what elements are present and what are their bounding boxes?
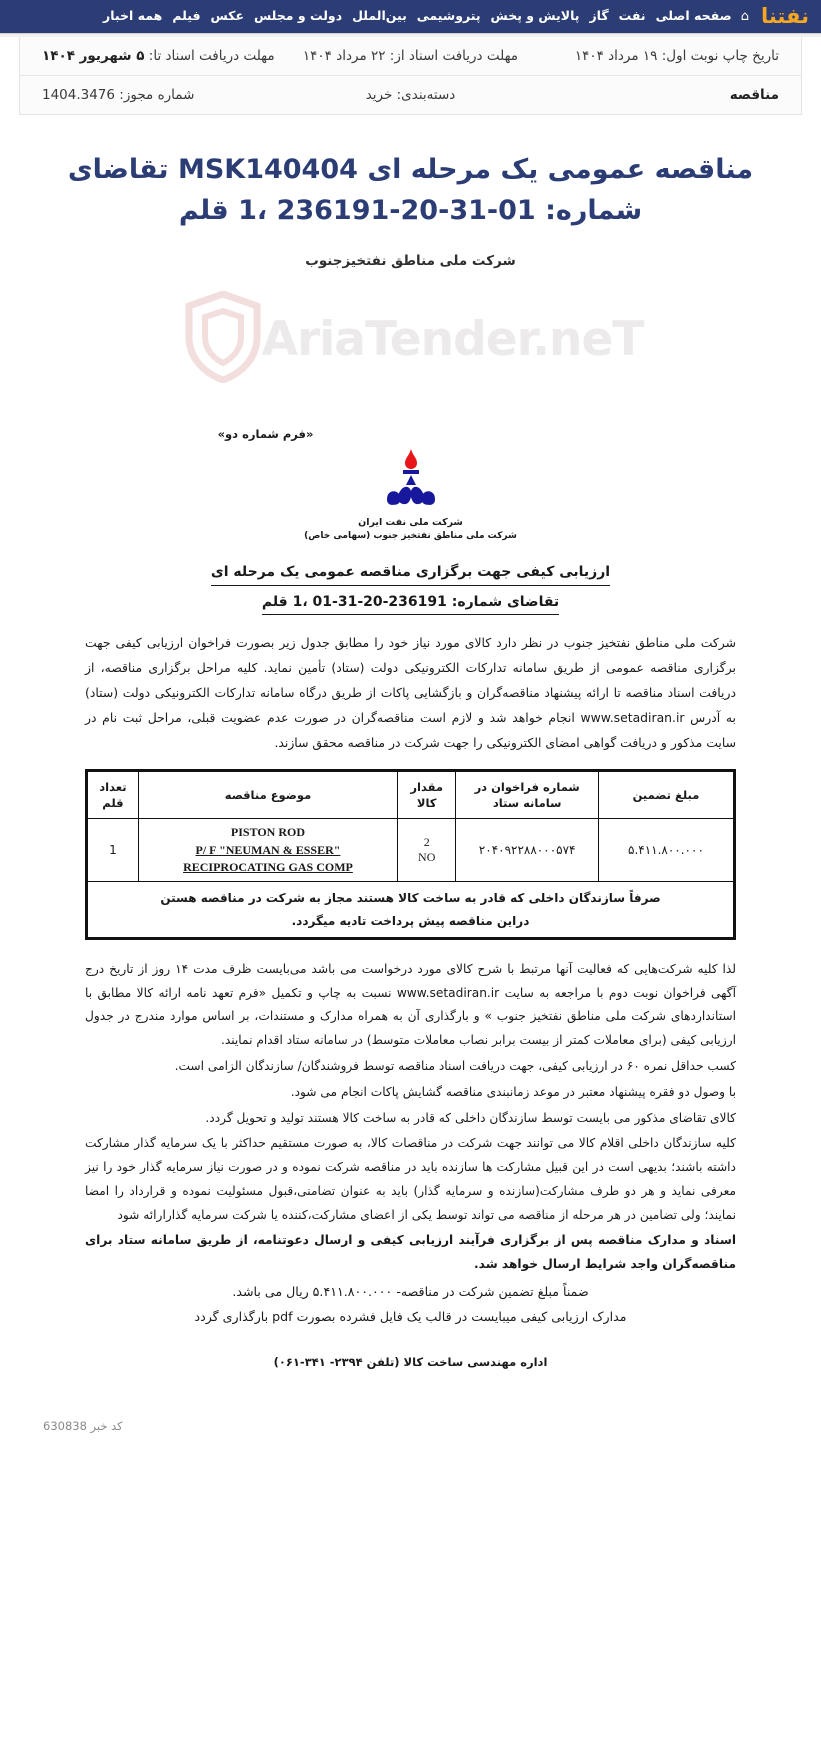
form-number-label: «فرم شماره دو»	[217, 427, 314, 442]
subject-line-2: P/ F "NEUMAN & ESSER"	[195, 842, 341, 857]
docs-deadline-value: ۵ شهریور ۱۴۰۴	[41, 48, 145, 64]
table-header-quantity: مقدار کالا	[398, 771, 456, 819]
table-header-guarantee: مبلغ تضمین	[598, 771, 734, 819]
site-logo[interactable]: نفتنا	[760, 4, 809, 28]
nav-item-refining-distribution[interactable]: پالایش و پخش	[490, 8, 580, 24]
nav-item-oil[interactable]: نفت	[618, 8, 646, 24]
shield-icon	[184, 291, 262, 387]
scanned-tender-document	[45, 399, 776, 1399]
nav-item-government-parliament[interactable]: دولت و مجلس	[254, 8, 343, 24]
news-code: کد خبر 630838	[43, 1419, 123, 1434]
tender-meta-panel	[19, 37, 802, 115]
subject-line-1: PISTON ROD	[230, 825, 306, 840]
table-header-subject: موضوع مناقصه	[138, 771, 397, 819]
document-intro-paragraph: شرکت ملی مناطق نفتخیز جنوب در نظر دارد کالای مورد نیاز خود را مطابق جدول زیر بصورت فراخوان ارزیابی کیفی جهت برگزاری مناقصه عمومی از طریق سامانه تدارکات الکترونیکی دولت (ستاد) تأمین نماید. کلیه مراحل برگزاری مناقصه، از دریافت اسناد مناقصه تا ارائه پیشنهاد مناقصه‌گران و بازگشایی پاکات از طریق درگاه سامانه تدارکات الکترونیکی دولت (ستاد) به آدرس www.setadiran.ir انجام خواهد شد و لازم است مناقصه‌گران در صورت عدم عضویت قبلی، مراحل ثبت نام در سایت مذکور و دریافت گواهی امضای الکترونیکی را جهت شرکت در مناقصه محقق سازند.	[85, 635, 736, 750]
cell-item-count: 1	[87, 819, 139, 882]
tender-details-table	[85, 769, 736, 940]
nav-item-international[interactable]: بین‌الملل	[352, 8, 407, 24]
document-closing-upload: مدارک ارزیابی کیفی میبایست در قالب یک فایل فشرده بصورت pdf بارگذاری گردد	[194, 1309, 627, 1325]
document-paragraph-2: کسب حداقل نمره ۶۰ در ارزیابی کیفی، جهت دریافت اسناد مناقصه توسط فروشندگان/ سازندگان الزامی است.	[174, 1058, 736, 1073]
watermark-text: AriaTender.neT	[261, 311, 644, 367]
nav-item-photo[interactable]: عکس	[210, 8, 244, 24]
table-note-line-2: دراین مناقصه پیش پرداخت تادیه میگردد.	[291, 913, 530, 928]
document-paragraph-4: کالای تقاضای مذکور می بایست توسط سازندگان داخلی که قادر به ساخت کالا هستند تولید و تحویل گردد.	[205, 1110, 736, 1125]
table-note-row	[87, 882, 735, 938]
org-name-subsidiary: شرکت ملی مناطق نفتخیز جنوب (سهامی خاص)	[304, 531, 517, 542]
docs-available-from: مهلت دریافت اسناد از: ۲۲ مرداد ۱۴۰۴	[302, 48, 519, 64]
cell-quantity-unit: NO	[418, 850, 436, 865]
article-body	[19, 115, 802, 1409]
main-navigation-bar	[0, 0, 821, 33]
document-paragraph-5: کلیه سازندگان داخلی اقلام کالا می توانند جهت شرکت در مناقصات کالا، به صورت مستقیم حداکثر با یک سرمایه گذار مشارکت داشته باشند؛ بدیهی است در این قبیل مشارکت ها سازنده باید در مناقصه شرکت نموده و در صورت نیاز سرمایه گذار خود را نیز معرفی نماید و هر دو طرف مشارکت(سازنده و سرمایه گذار) باید به عنوان تضامنی،قبول مسئولیت نموده و قرارداد را امضا نمایند؛ ولی تضامین در هر مرحله از مناقصه می تواند توسط یکی از اعضای مشارکت،کننده یا شرکت سرمایه گذارارائه شود	[85, 1136, 736, 1222]
nav-item-gas[interactable]: گاز	[589, 8, 609, 24]
org-name-national: شرکت ملی نفت ایران	[358, 517, 463, 529]
permit-number: شماره مجوز: 1404.3476	[41, 87, 195, 103]
table-header-call-number: شماره فراخوان در سامانه ستاد	[456, 771, 599, 819]
docs-deadline	[42, 48, 288, 64]
cell-call-number: ۲۰۴۰۹۲۲۸۸۰۰۰۵۷۴	[456, 819, 599, 882]
nioc-logo-block	[85, 447, 736, 541]
home-icon[interactable]: ⌂	[740, 9, 749, 24]
nav-item-all-news[interactable]: همه اخبار	[103, 8, 163, 24]
nav-item-home[interactable]: صفحه اصلی	[655, 8, 732, 24]
table-header-row	[87, 771, 735, 819]
document-paragraph-1: لذا کلیه شرکت‌هایی که فعالیت آنها مرتبط با شرح کالای مورد درخواست می باشد می‌بایست ظرف مدت ۱۴ روز از تاریخ درج آگهی فراخوان نوبت دوم با مراجعه به سایت www.setadiran.ir نسبت به چاپ و تکمیل «فرم تعهد نامه ارائه کالا مطابق با استانداردهای شرکت ملی مناطق نفتخیز جنوب » و بارگذاری آن به همراه مدارک و مستندات، بر اساس موارد مندرج در جدول ارزیابی کیفی (برای معاملات کمتر از بیست برابر نصاب معاملات متوسط) در سامانه ستاد اقدام نمایند.	[85, 961, 736, 1048]
table-note-line-1: صرفاً سازندگان داخلی که قادر به ساخت کالا هستند مجاز به شرکت در مناقصه هستن	[160, 891, 661, 906]
document-closing-guarantee: ضمناً مبلغ تضمین شرکت در مناقصه- ۵.۴۱۱.۸۰۰.۰۰۰ ریال می باشد.	[232, 1284, 589, 1300]
cell-guarantee-amount: ۵.۴۱۱.۸۰۰.۰۰۰	[598, 819, 734, 882]
organization-subtitle: شرکت ملی مناطق نفتخیزجنوب	[305, 253, 516, 270]
nav-item-petrochemical[interactable]: پتروشیمی	[416, 8, 481, 24]
cell-quantity	[398, 819, 456, 882]
nioc-flame-logo-icon	[379, 447, 443, 513]
meta-row-dates	[20, 37, 801, 75]
docs-deadline-label: مهلت دریافت اسناد تا:	[144, 48, 275, 64]
cell-tender-subject	[138, 819, 397, 882]
table-header-item-count: تعداد قلم	[87, 771, 139, 819]
cell-quantity-value: 2	[423, 834, 430, 849]
document-heading-request-number: تقاضای شماره: 236191-20-31-01 ،1 قلم	[262, 593, 559, 616]
subject-line-3: RECIPROCATING GAS COMP	[183, 860, 353, 875]
nav-item-video[interactable]: فیلم	[172, 8, 201, 24]
meta-row-classification	[20, 75, 801, 114]
document-paragraph-3: با وصول دو فقره پیشنهاد معتبر در موعد زمانبندی مناقصه گشایش پاکات انجام می شود.	[290, 1084, 736, 1099]
print-date: تاریخ چاپ نوبت اول: ۱۹ مرداد ۱۴۰۴	[574, 48, 779, 64]
document-heading-primary: ارزیابی کیفی جهت برگزاری مناقصه عمومی یک مرحله ای	[211, 563, 610, 586]
tender-type-badge: مناقصه	[729, 87, 779, 103]
table-row	[87, 819, 735, 882]
table-note-cell	[87, 882, 735, 938]
watermark	[45, 279, 776, 399]
document-paragraph-6: اسناد و مدارک مناقصه پس از برگزاری فرآیند ارزیابی کیفی و ارسال دعوتنامه، از طریق سامانه ستاد برای مناقصه‌گران واجد شرایط ارسال خواهد شد.	[85, 1233, 736, 1272]
page-title: مناقصه عمومی یک مرحله ای MSK140404 تقاضای شماره: 01-31-20-236191 ،1 قلم	[67, 154, 754, 227]
document-footer-department: اداره مهندسی ساخت کالا (تلفن ۲۳۹۴- ۳۴۱-۰۶۱)	[273, 1355, 548, 1370]
tender-category: دسته‌بندی: خرید	[365, 87, 456, 103]
